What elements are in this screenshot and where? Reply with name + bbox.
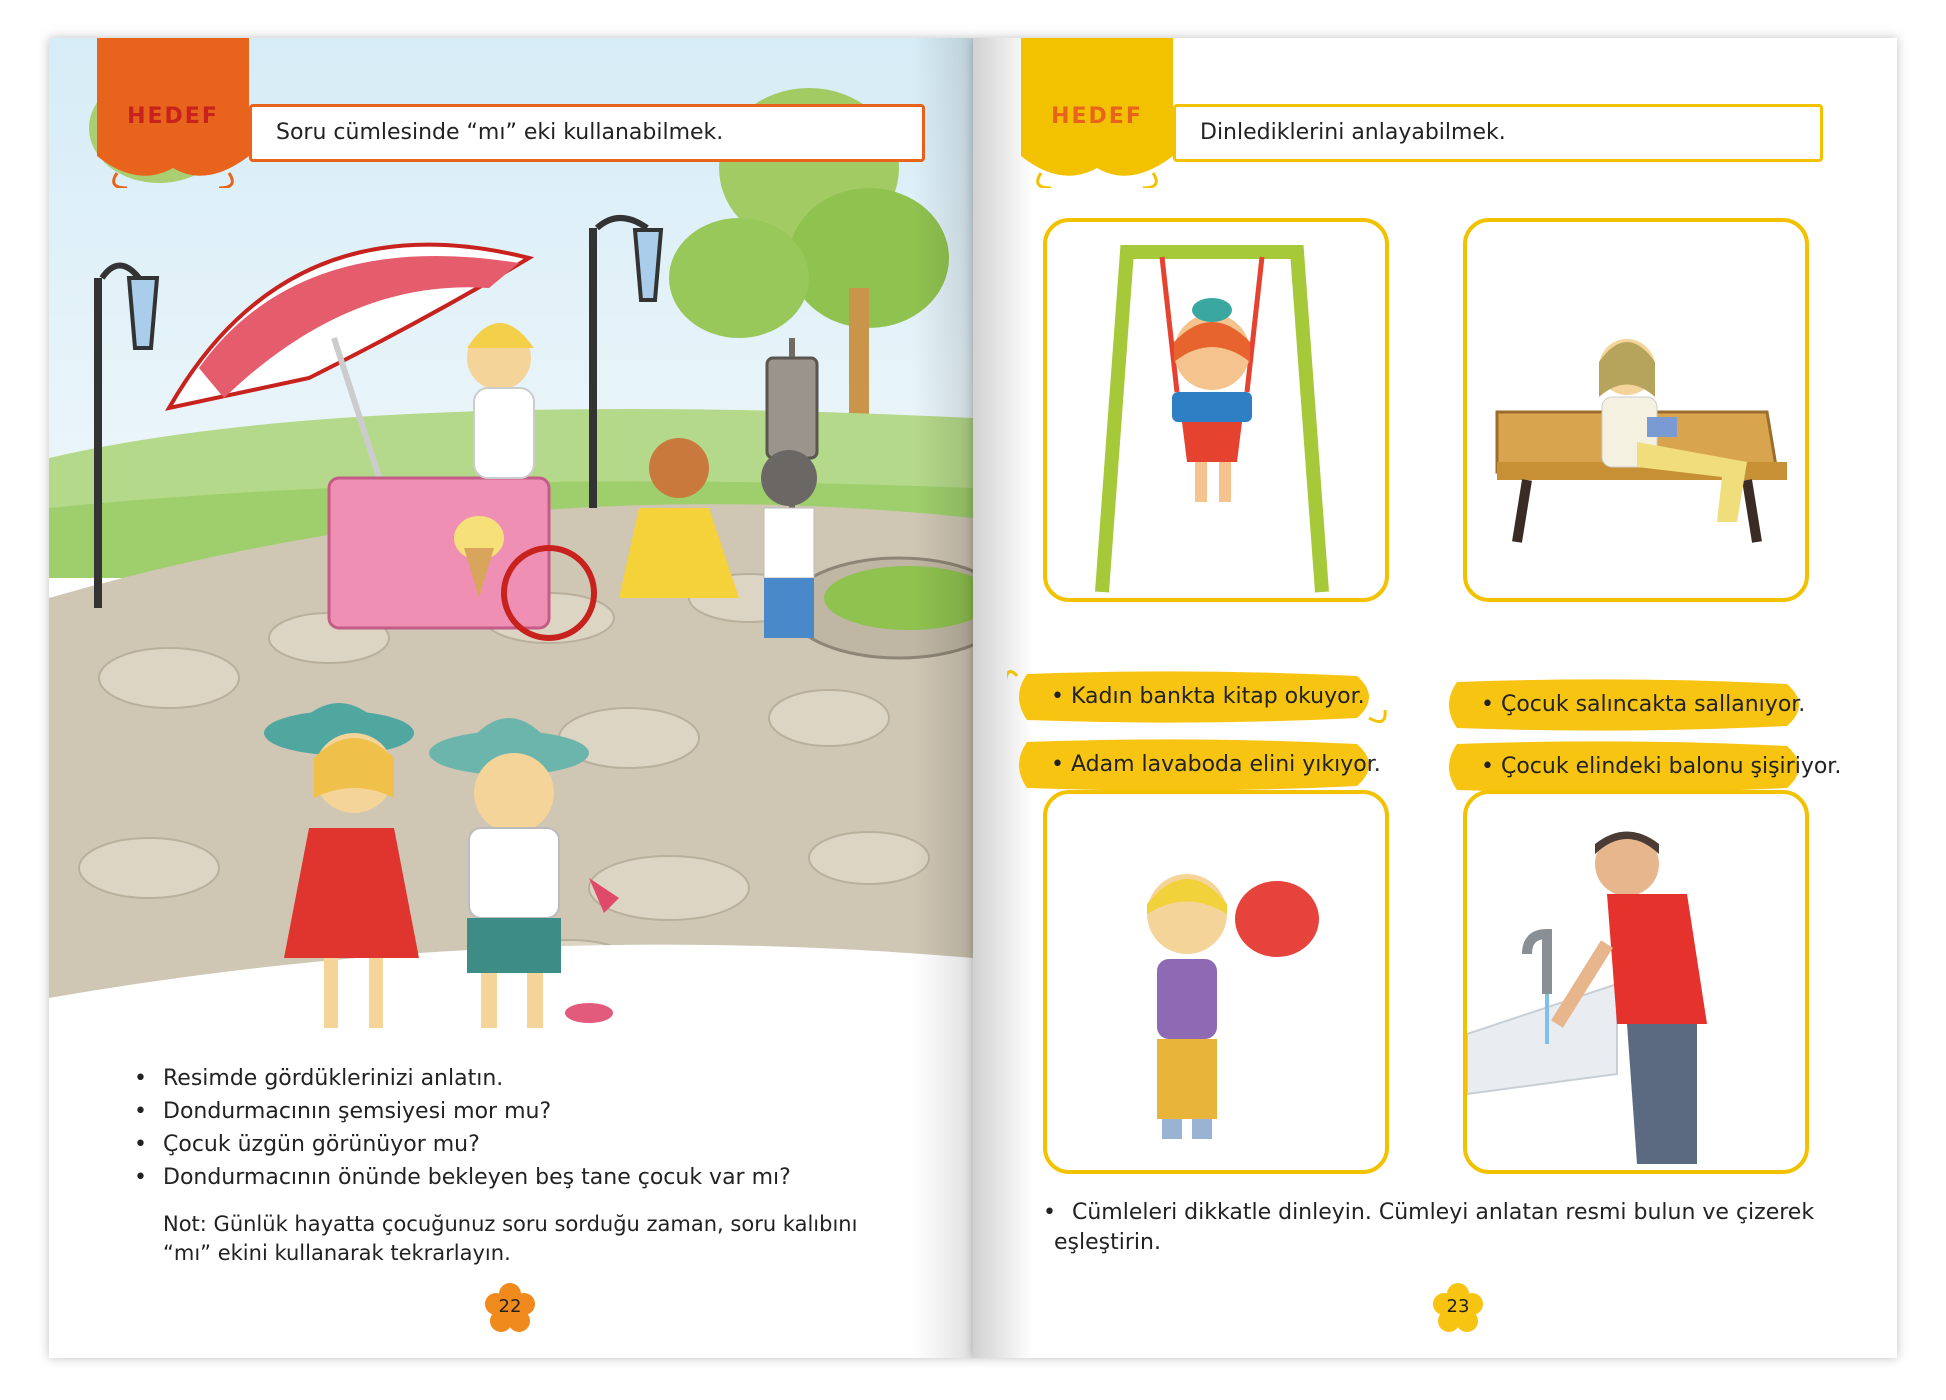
- question-text: Dondurmacının şemsiyesi mor mu?: [163, 1099, 552, 1124]
- note-line-1: Not: Günlük hayatta çocuğunuz soru sorduğu zaman, soru kalıbını: [163, 1212, 858, 1236]
- page-number-badge: [485, 1283, 535, 1333]
- note-line-2: “mı” ekini kullanarak tekrarlayın.: [163, 1241, 511, 1265]
- sentence-label[interactable]: [1437, 678, 1821, 732]
- picture-card-sink[interactable]: [1463, 790, 1809, 1174]
- goal-box: [1173, 104, 1823, 162]
- page-23: [973, 38, 1897, 1358]
- question-text: Çocuk üzgün görünüyor mu?: [163, 1132, 480, 1157]
- question-item: [134, 1095, 894, 1128]
- bullet: •: [1043, 1200, 1056, 1225]
- instruction-line-2: eşleştirin.: [1054, 1230, 1161, 1255]
- instruction: [1043, 1198, 1823, 1258]
- gutter-shadow: [913, 38, 973, 1358]
- man-washing-hands-illustration: [1467, 794, 1805, 1170]
- bullet: •: [134, 1132, 147, 1157]
- girl-on-swing-illustration: [1047, 222, 1385, 598]
- sentence-label[interactable]: [1007, 738, 1391, 792]
- page-22: [49, 38, 973, 1358]
- sentence-text: • Çocuk elindeki balonu şişiriyor.: [1481, 754, 1842, 779]
- picture-card-swing[interactable]: [1043, 218, 1389, 602]
- goal-box: [249, 104, 925, 162]
- goal-text: Soru cümlesinde “mı” eki kullanabilmek.: [276, 120, 724, 145]
- sentence-text: • Kadın bankta kitap okuyor.: [1051, 684, 1365, 709]
- question-item: [134, 1128, 894, 1161]
- picture-card-balloon[interactable]: [1043, 790, 1389, 1174]
- page-number: 22: [498, 1296, 522, 1317]
- parent-note: [163, 1210, 883, 1268]
- page-number-badge: [1433, 1283, 1483, 1333]
- page-number: 23: [1446, 1296, 1470, 1317]
- park-scene-illustration: [49, 38, 973, 1048]
- question-item: [134, 1062, 894, 1095]
- boy-blowing-balloon-illustration: [1047, 794, 1385, 1170]
- question-text: Resimde gördüklerinizi anlatın.: [163, 1066, 504, 1091]
- sentence-label[interactable]: [1007, 670, 1391, 724]
- goal-text: Dinlediklerini anlayabilmek.: [1200, 120, 1506, 145]
- hedef-label: HEDEF: [1051, 104, 1143, 129]
- sentence-text: • Çocuk salıncakta sallanıyor.: [1481, 692, 1806, 717]
- picture-card-bench[interactable]: [1463, 218, 1809, 602]
- sentence-label[interactable]: [1437, 740, 1842, 794]
- woman-reading-on-bench-illustration: [1467, 222, 1805, 598]
- instruction-line-1: Cümleleri dikkatle dinleyin. Cümleyi anlatan resmi bulun ve çizerek: [1072, 1200, 1815, 1225]
- question-item: [134, 1161, 894, 1194]
- sentence-text: • Adam lavaboda elini yıkıyor.: [1051, 752, 1381, 777]
- bullet: •: [134, 1066, 147, 1091]
- question-list: [134, 1062, 894, 1194]
- bullet: •: [134, 1099, 147, 1124]
- bullet: •: [134, 1165, 147, 1190]
- question-text: Dondurmacının önünde bekleyen beş tane çocuk var mı?: [163, 1165, 791, 1190]
- open-book: [49, 38, 1897, 1358]
- hedef-label: HEDEF: [127, 104, 219, 129]
